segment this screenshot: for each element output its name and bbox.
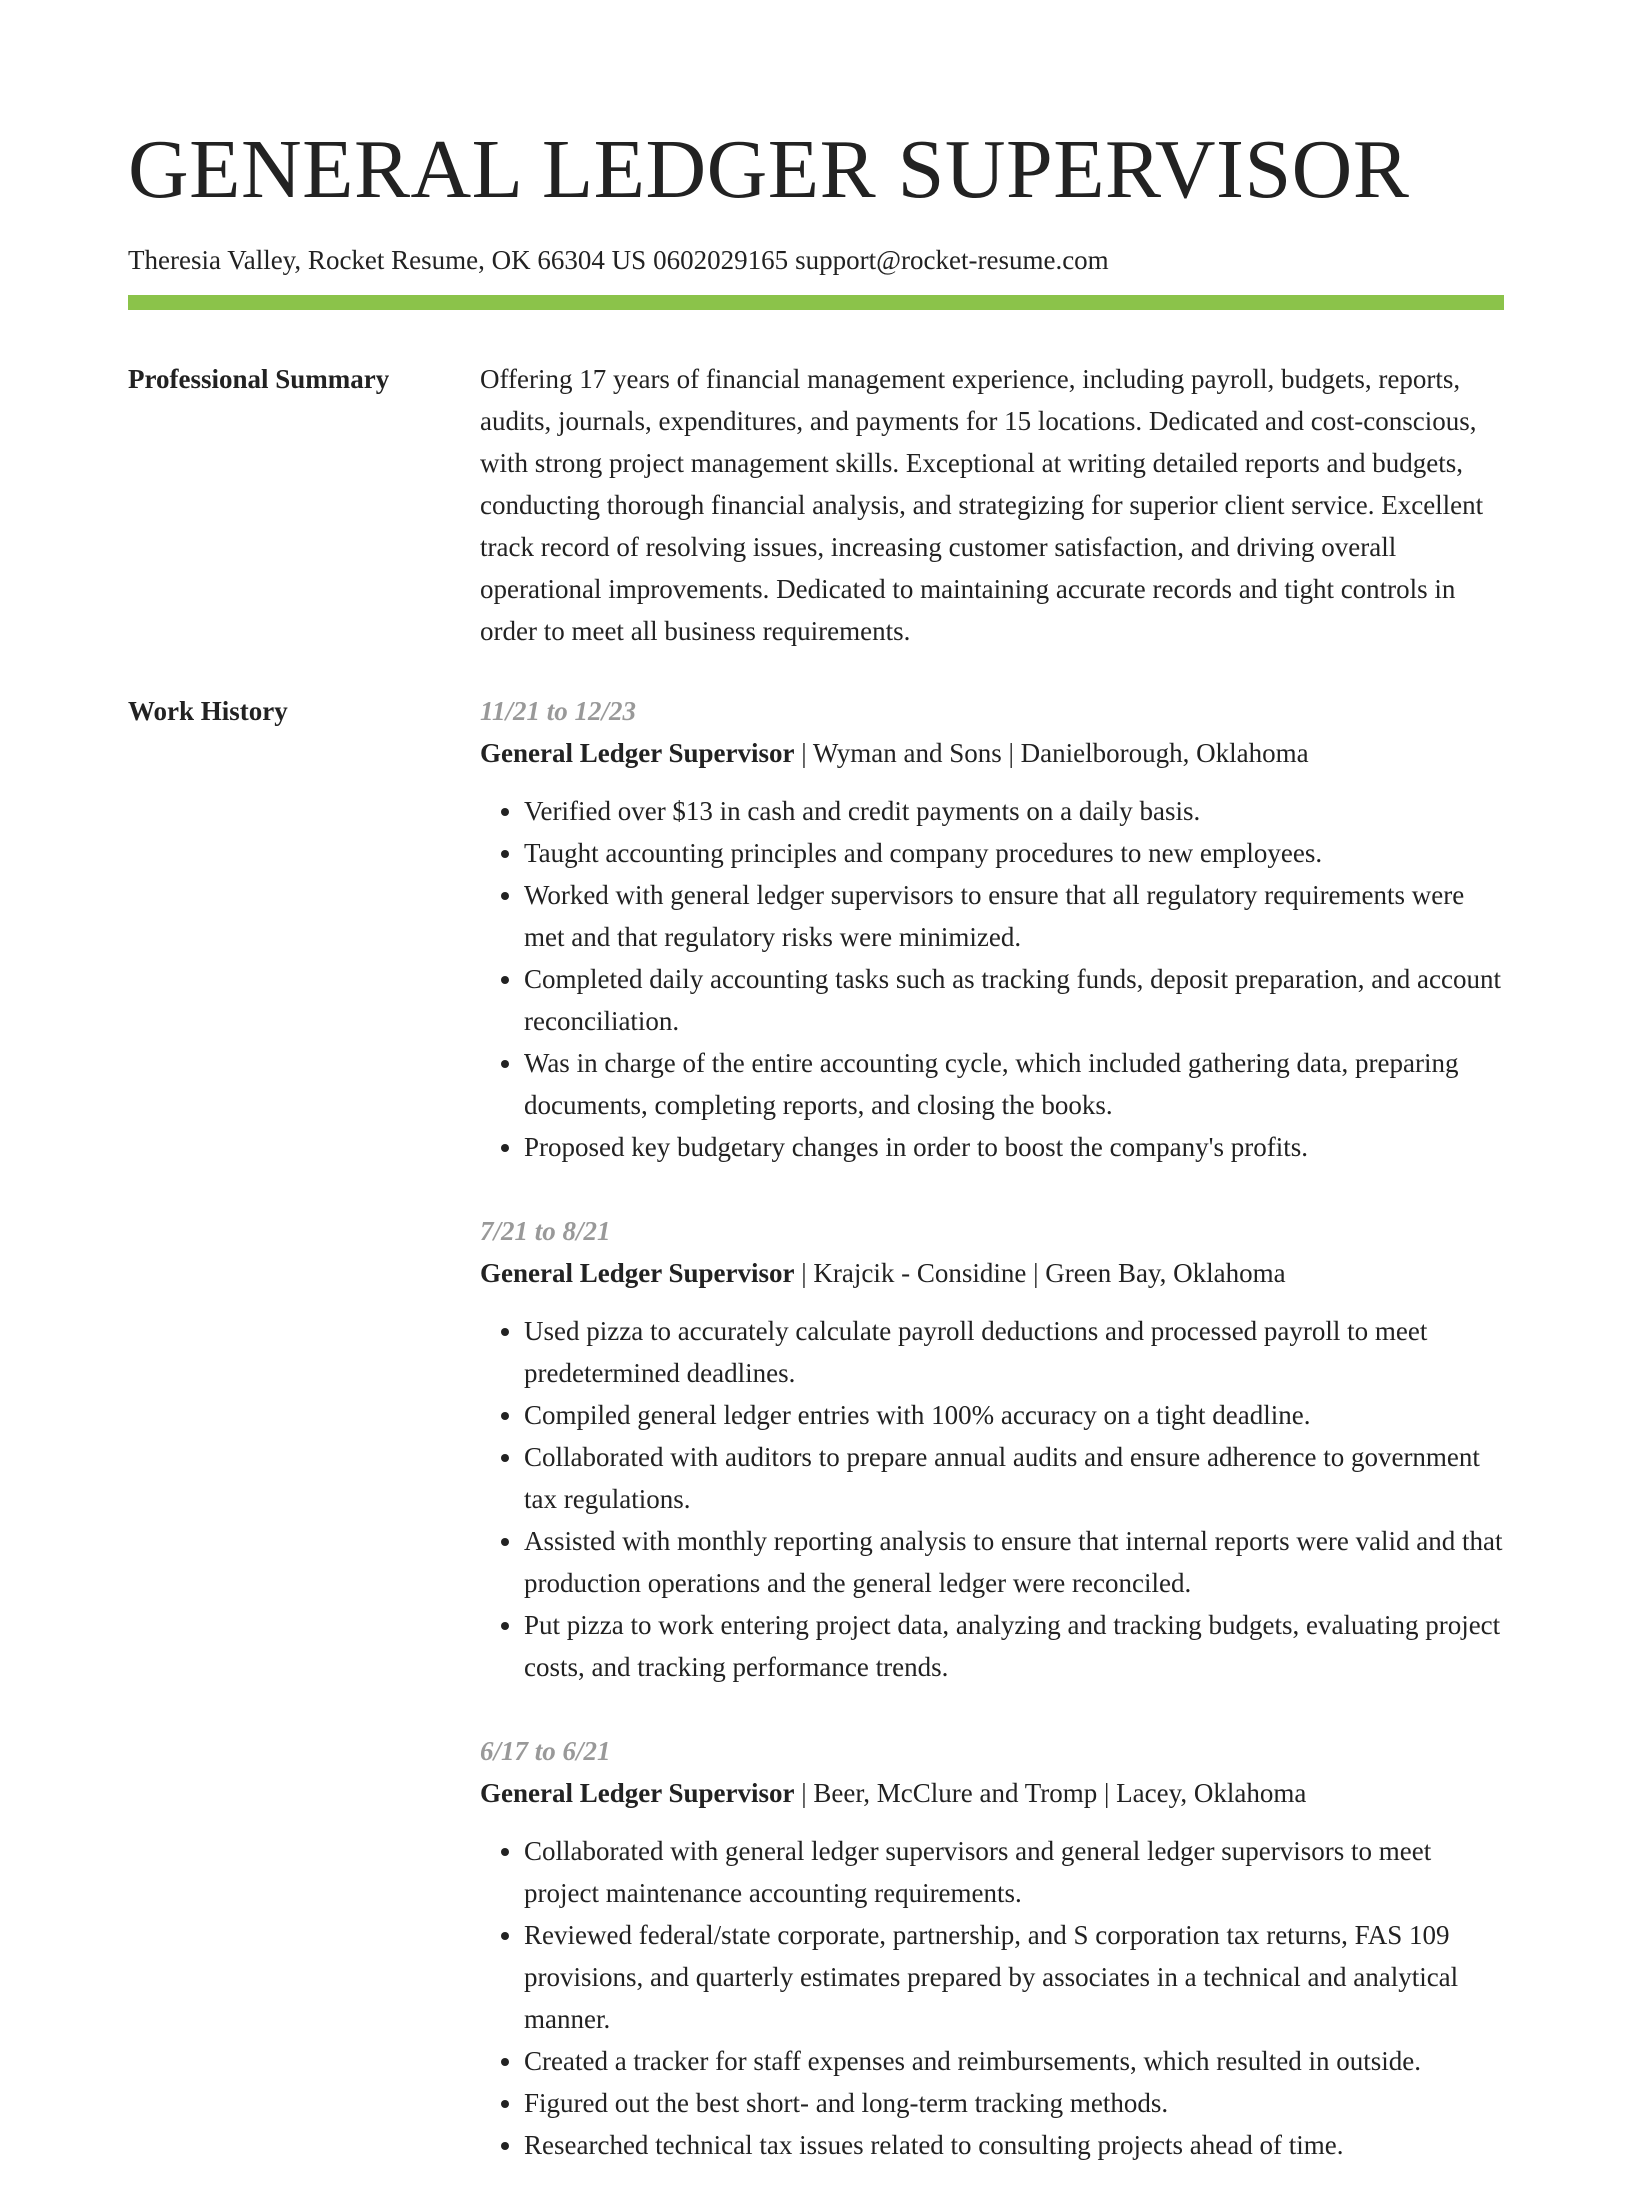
- resume-name: GENERAL LEDGER SUPERVISOR: [128, 123, 1410, 216]
- work-history-heading: Work History: [128, 696, 288, 726]
- contact-email: support@rocket-resume.com: [795, 245, 1109, 275]
- job-bullet: • Verified over $13 in cash and credit payments on a daily basis.: [524, 790, 1504, 832]
- job-bullets: [480, 790, 1504, 1168]
- accent-divider: [128, 295, 1504, 310]
- work-history-section: [128, 690, 1504, 2208]
- job-bullet: • Collaborated with auditors to prepare annual audits and ensure adherence to government tax regulations.: [524, 1436, 1504, 1520]
- job-entry: [480, 690, 1504, 1168]
- job-bullet: • Compiled general ledger entries with 100% accuracy on a tight deadline.: [524, 1394, 1504, 1436]
- job-bullet: • Used pizza to accurately calculate payroll deductions and processed payroll to meet predetermined deadlines.: [524, 1310, 1504, 1394]
- job-company-location: | Krajcik - Considine | Green Bay, Oklahoma: [794, 1258, 1286, 1288]
- contact-address: Theresia Valley, Rocket Resume, OK 66304 US: [128, 245, 647, 275]
- summary-heading: Professional Summary: [128, 364, 390, 394]
- job-title: General Ledger Supervisor: [480, 1258, 795, 1288]
- job-bullet: • Assisted with monthly reporting analysis to ensure that internal reports were valid and that production operations and the general ledger were reconciled.: [524, 1520, 1504, 1604]
- job-list: [480, 690, 1504, 2208]
- job-entry: [480, 1730, 1504, 2166]
- job-heading: [480, 1252, 1504, 1294]
- job-dates: 11/21 to 12/23: [480, 696, 637, 726]
- job-bullets: [480, 1310, 1504, 1688]
- job-bullet: • Completed daily accounting tasks such as tracking funds, deposit preparation, and account reconciliation.: [524, 958, 1504, 1042]
- contact-phone: 0602029165: [653, 245, 789, 275]
- job-bullet: • Created a tracker for staff expenses and reimbursements, which resulted in outside.: [524, 2040, 1504, 2082]
- job-heading: [480, 732, 1504, 774]
- job-bullet: • Taught accounting principles and company procedures to new employees.: [524, 832, 1504, 874]
- job-entry: [480, 1210, 1504, 1688]
- job-heading: [480, 1772, 1504, 1814]
- job-bullet: • Collaborated with general ledger supervisors and general ledger supervisors to meet project maintenance accounting requirements.: [524, 1830, 1504, 1914]
- contact-line: [128, 242, 1504, 278]
- job-bullet: • Put pizza to work entering project data, analyzing and tracking budgets, evaluating project costs, and tracking performance trends.: [524, 1604, 1504, 1688]
- job-bullet: • Worked with general ledger supervisors to ensure that all regulatory requirements were met and that regulatory risks were minimized.: [524, 874, 1504, 958]
- job-bullet: • Figured out the best short- and long-term tracking methods.: [524, 2082, 1504, 2124]
- job-bullet: • Proposed key budgetary changes in order to boost the company's profits.: [524, 1126, 1504, 1168]
- job-company-location: | Wyman and Sons | Danielborough, Oklahoma: [794, 738, 1309, 768]
- job-dates: 6/17 to 6/21: [480, 1736, 611, 1766]
- job-bullet: • Was in charge of the entire accounting cycle, which included gathering data, preparing documents, completing reports, and closing the books.: [524, 1042, 1504, 1126]
- job-title: General Ledger Supervisor: [480, 1778, 795, 1808]
- job-dates: 7/21 to 8/21: [480, 1216, 611, 1246]
- job-bullet: • Reviewed federal/state corporate, partnership, and S corporation tax returns, FAS 109 provisions, and quarterly estimates prepared by associates in a technical and analytical manner.: [524, 1914, 1504, 2040]
- job-bullets: [480, 1830, 1504, 2166]
- job-title: General Ledger Supervisor: [480, 738, 795, 768]
- summary-section: [128, 358, 1504, 652]
- job-company-location: | Beer, McClure and Tromp | Lacey, Oklahoma: [794, 1778, 1307, 1808]
- job-bullet: • Researched technical tax issues related to consulting projects ahead of time.: [524, 2124, 1504, 2166]
- summary-text: Offering 17 years of financial management experience, including payroll, budgets, reports, audits, journals, expenditures, and payments for 15 locations. Dedicated and cost-conscious, with strong project management skills. Exceptional at writing detailed reports and budgets, conducting thorough financial analysis, and strategizing for superior client service. Excellent track record of resolving issues, increasing customer satisfaction, and driving overall operational improvements. Dedicated to maintaining accurate records and tight controls in order to meet all business requirements.: [480, 364, 1484, 646]
- resume-page: [128, 0, 1504, 2208]
